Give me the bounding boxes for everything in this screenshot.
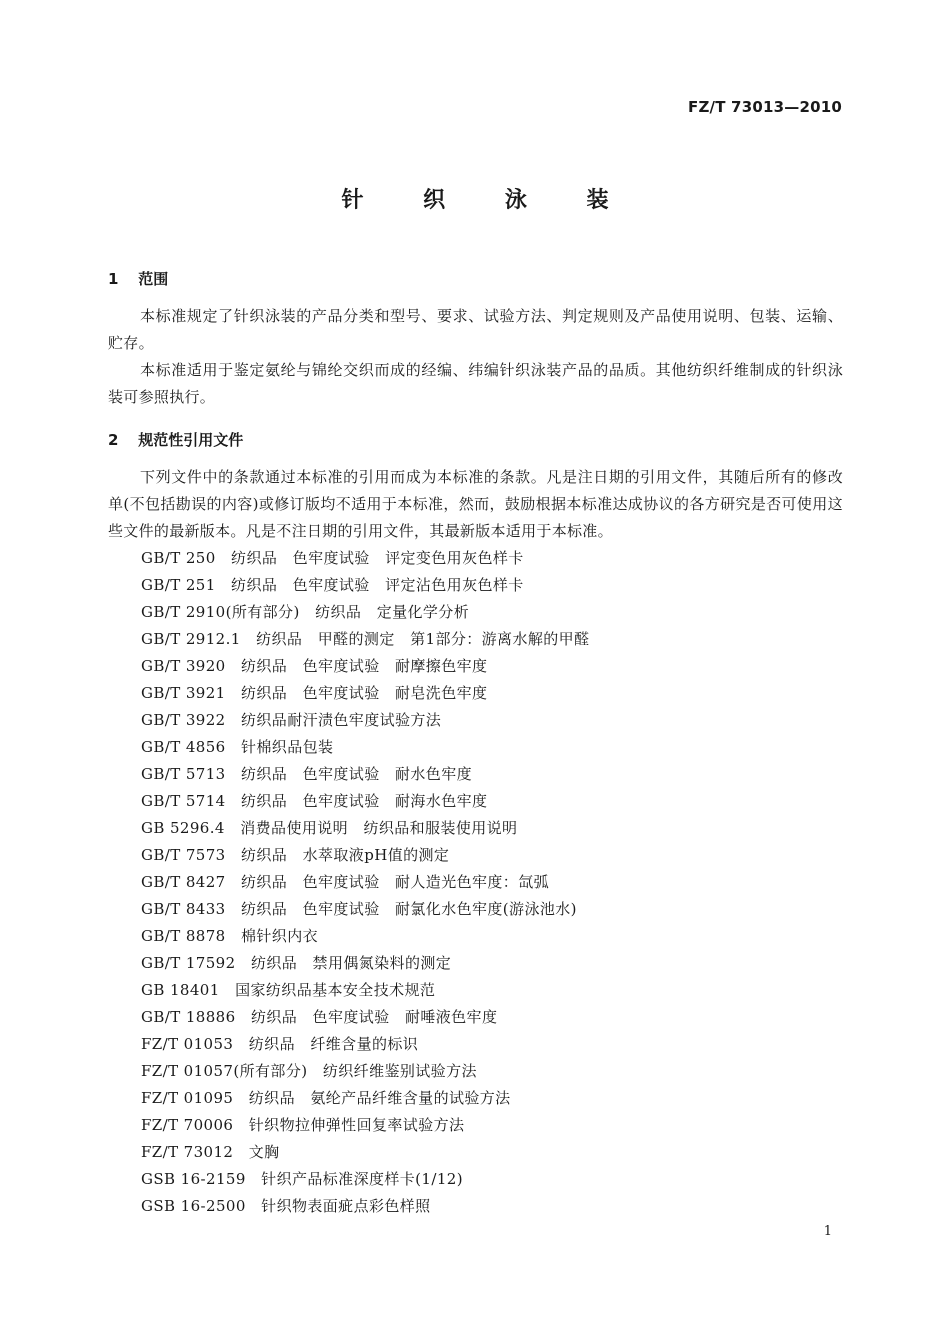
section-heading-normative-references (108, 429, 243, 450)
reference-item: FZ/T 01057(所有部分) 纺织纤维鉴别试验方法 (141, 1062, 477, 1080)
reference-item: GB/T 8433 纺织品 色牢度试验 耐氯化水色牢度(游泳池水) (141, 900, 577, 918)
reference-item: GB 18401 国家纺织品基本安全技术规范 (141, 981, 436, 999)
reference-item: GB/T 2912.1 纺织品 甲醛的测定 第1部分：游离水解的甲醛 (141, 630, 590, 648)
section-number: 1 (108, 270, 119, 288)
reference-item: GB/T 17592 纺织品 禁用偶氮染料的测定 (141, 954, 452, 972)
reference-item: GSB 16-2159 针织产品标准深度样卡(1/12) (141, 1170, 463, 1188)
reference-item: GB/T 4856 针棉织品包装 (141, 738, 334, 756)
reference-list (141, 545, 589, 1220)
reference-item: GB/T 3921 纺织品 色牢度试验 耐皂洗色牢度 (141, 684, 488, 702)
reference-item: GB/T 18886 纺织品 色牢度试验 耐唾液色牢度 (141, 1008, 498, 1026)
scope-paragraph-2: 本标准适用于鉴定氨纶与锦纶交织而成的经编、纬编针织泳装产品的品质。其他纺织纤维制成的针织泳装可参照执行。 (108, 361, 843, 406)
section-title: 规范性引用文件 (138, 431, 244, 449)
reference-item: FZ/T 70006 针织物拉伸弹性回复率试验方法 (141, 1116, 465, 1134)
document-code: FZ/T 73013—2010 (688, 98, 842, 116)
reference-item: GB/T 250 纺织品 色牢度试验 评定变色用灰色样卡 (141, 549, 524, 567)
section-title: 范围 (138, 270, 169, 288)
reference-item: FZ/T 01053 纺织品 纤维含量的标识 (141, 1035, 419, 1053)
reference-item: GB/T 3920 纺织品 色牢度试验 耐摩擦色牢度 (141, 657, 488, 675)
section-heading-scope (108, 268, 168, 289)
reference-item: GSB 16-2500 针织物表面疵点彩色样照 (141, 1197, 431, 1215)
reference-item: GB/T 5713 纺织品 色牢度试验 耐水色牢度 (141, 765, 473, 783)
reference-item: GB/T 3922 纺织品耐汗渍色牢度试验方法 (141, 711, 442, 729)
reference-item: GB/T 5714 纺织品 色牢度试验 耐海水色牢度 (141, 792, 488, 810)
section-number: 2 (108, 431, 119, 449)
page-number: 1 (823, 1224, 832, 1239)
reference-item: GB/T 8878 棉针织内衣 (141, 927, 319, 945)
document-title: 针 织 泳 装 (341, 188, 635, 213)
reference-item: GB/T 7573 纺织品 水萃取液pH值的测定 (141, 846, 450, 864)
reference-item: GB/T 251 纺织品 色牢度试验 评定沾色用灰色样卡 (141, 576, 524, 594)
scope-paragraph-1: 本标准规定了针织泳装的产品分类和型号、要求、试验方法、判定规则及产品使用说明、包装、运输、贮存。 (108, 307, 843, 352)
references-intro-paragraph: 下列文件中的条款通过本标准的引用而成为本标准的条款。凡是注日期的引用文件，其随后所有的修改单(不包括勘误的内容)或修订版均不适用于本标准，然而，鼓励根据本标准达成协议的各方研究是否可使用这些文件的最新版本。凡是不注日期的引用文件，其最新版本适用于本标准。 (108, 468, 843, 540)
reference-item: FZ/T 73012 文胸 (141, 1143, 280, 1161)
reference-item: GB/T 8427 纺织品 色牢度试验 耐人造光色牢度：氙弧 (141, 873, 550, 891)
reference-item: GB 5296.4 消费品使用说明 纺织品和服装使用说明 (141, 819, 518, 837)
reference-item: FZ/T 01095 纺织品 氨纶产品纤维含量的试验方法 (141, 1089, 511, 1107)
reference-item: GB/T 2910(所有部分) 纺织品 定量化学分析 (141, 603, 470, 621)
